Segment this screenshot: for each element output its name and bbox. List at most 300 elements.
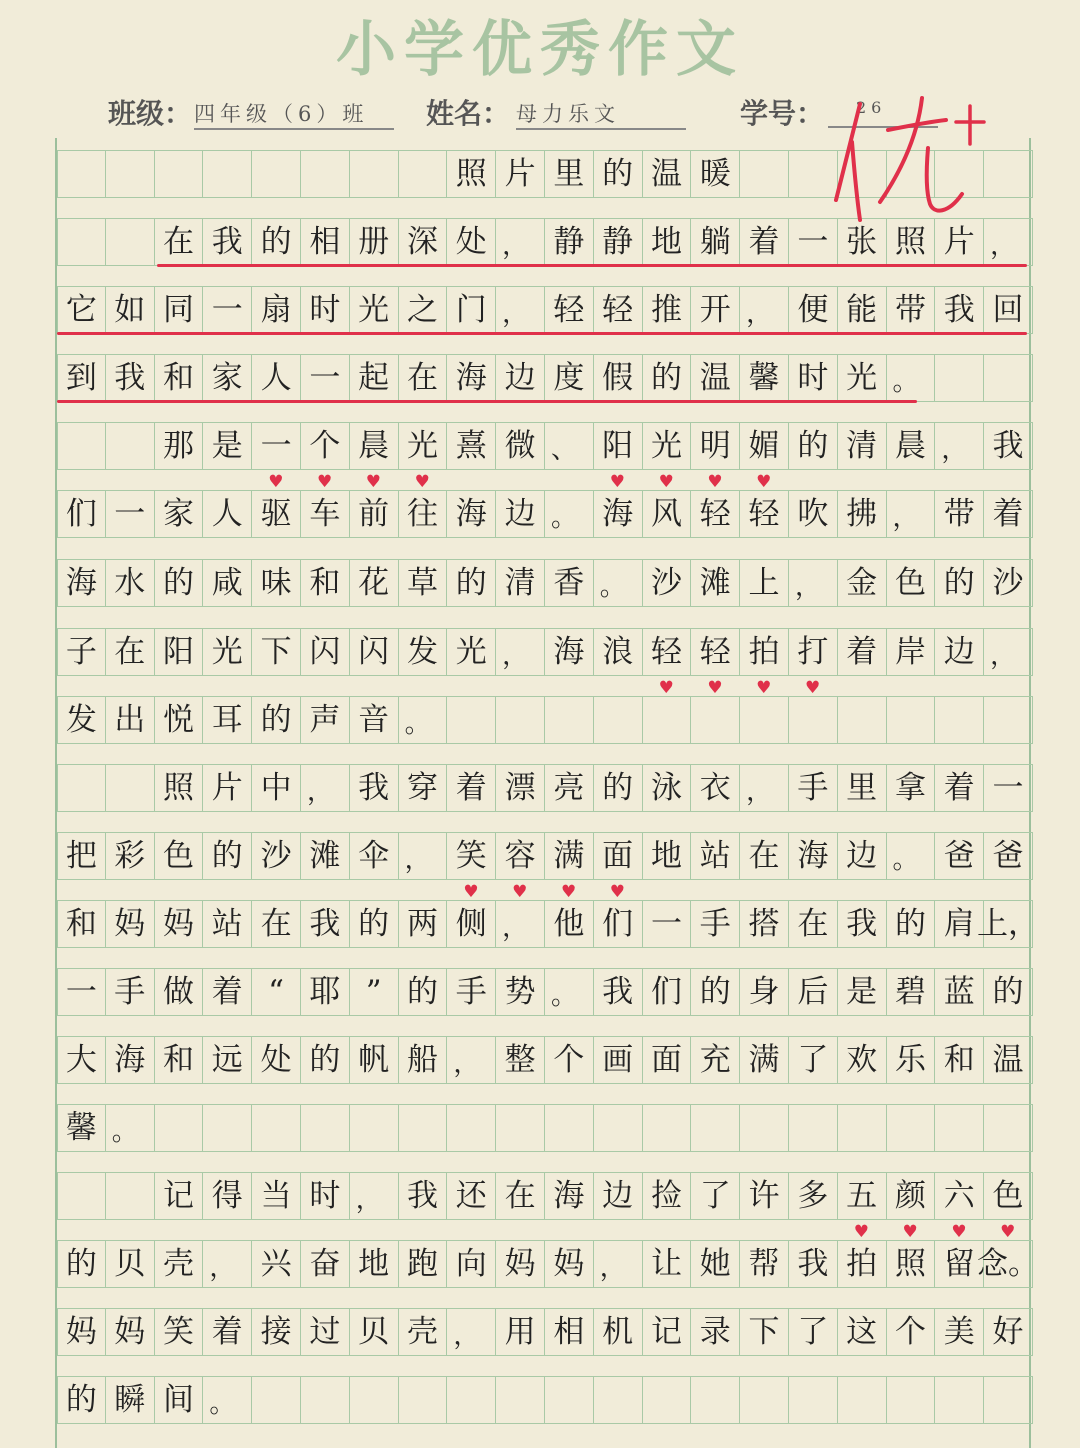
grid-cell: 彩	[106, 832, 155, 880]
grid-cell: 驱	[252, 490, 301, 538]
grid-cell: 度	[545, 354, 594, 402]
grid-cell: 欢	[838, 1036, 887, 1084]
grid-cell: 了	[789, 1308, 838, 1356]
grid-cell: 味	[252, 559, 301, 607]
grid-cell: 沙	[643, 559, 692, 607]
grid-cell: 站	[203, 900, 252, 948]
grid-cell	[301, 1376, 350, 1424]
grid-cell: 妈	[155, 900, 204, 948]
grid-cell: 门	[447, 286, 496, 334]
grid-cell	[984, 354, 1033, 402]
grid-cell: 得	[203, 1172, 252, 1220]
grid-cell: ，	[203, 1240, 252, 1288]
grid-cell: 海	[545, 628, 594, 676]
grid-cell: 发	[399, 628, 448, 676]
grid-cell: 上	[740, 559, 789, 607]
grid-cell: 开	[691, 286, 740, 334]
grid-cell: 轻	[740, 490, 789, 538]
grid-cell: 起	[350, 354, 399, 402]
grid-cell: 一	[984, 764, 1033, 812]
grid-cell: 。	[545, 490, 594, 538]
grid-cell: 留	[935, 1240, 984, 1288]
grid-cell: 照	[155, 764, 204, 812]
grid-cell: ，	[594, 1240, 643, 1288]
grid-cell: ，	[496, 628, 545, 676]
heart-mark-icon: ♥	[609, 882, 626, 902]
grid-cell: 之	[399, 286, 448, 334]
grid-cell: 乐	[887, 1036, 936, 1084]
grid-cell: 海	[545, 1172, 594, 1220]
grid-cell: 清	[496, 559, 545, 607]
grid-cell: 充	[691, 1036, 740, 1084]
grid-cell: ，	[984, 628, 1033, 676]
essay-line	[57, 968, 1033, 1016]
grid-cell: 花	[350, 559, 399, 607]
essay-title-row	[57, 150, 1033, 198]
grid-cell: 壳	[155, 1240, 204, 1288]
grid-cell: 的	[252, 696, 301, 744]
grid-cell: 的	[984, 968, 1033, 1016]
grid-cell: 轻 ♥	[691, 628, 740, 676]
essay-line	[57, 218, 1033, 266]
grid-cell: 一 ♥	[252, 422, 301, 470]
heart-mark-icon: ♥	[316, 472, 333, 492]
grid-cell: 时	[789, 354, 838, 402]
number-label: 学号：	[740, 97, 825, 130]
grid-cell: 了	[691, 1172, 740, 1220]
grid-cell	[155, 150, 204, 198]
grid-cell: 那	[155, 422, 204, 470]
grid-cell: 晨	[887, 422, 936, 470]
grid-cell: 着	[935, 764, 984, 812]
student-info	[108, 88, 1008, 132]
grid-cell: ，	[447, 1308, 496, 1356]
grid-cell: 站	[691, 832, 740, 880]
grid-cell: 船	[399, 1036, 448, 1084]
grid-cell	[838, 1376, 887, 1424]
grid-cell: 的	[935, 559, 984, 607]
grid-cell	[447, 1376, 496, 1424]
grid-cell: 兴	[252, 1240, 301, 1288]
grid-cell: ，	[350, 1172, 399, 1220]
grid-cell: 同	[155, 286, 204, 334]
grid-cell: 的	[399, 968, 448, 1016]
grid-cell: 边	[935, 628, 984, 676]
heart-mark-icon: ♥	[756, 678, 772, 698]
grid-cell	[203, 1104, 252, 1152]
essay-line	[57, 286, 1033, 334]
grid-cell: 了	[789, 1036, 838, 1084]
grid-cell: 吹	[789, 490, 838, 538]
grid-cell: 间	[155, 1376, 204, 1424]
grid-cell	[935, 696, 984, 744]
grid-cell: ，	[496, 286, 545, 334]
grid-cell	[57, 218, 106, 266]
grid-cell: 人	[252, 354, 301, 402]
grid-cell: 阳	[155, 628, 204, 676]
grid-cell: 手	[106, 968, 155, 1016]
grid-cell: 下	[740, 1308, 789, 1356]
grid-cell: 好	[984, 1308, 1033, 1356]
grid-cell: 咸	[203, 559, 252, 607]
grid-cell: 清	[838, 422, 887, 470]
grid-cell	[350, 150, 399, 198]
grid-cell	[789, 1104, 838, 1152]
heart-mark-icon: ♥	[414, 472, 430, 492]
grid-cell: 处	[252, 1036, 301, 1084]
grid-cell: 帆	[350, 1036, 399, 1084]
grid-cell	[350, 1376, 399, 1424]
grid-cell	[984, 1104, 1033, 1152]
grid-cell: 拍	[838, 1240, 887, 1288]
grid-cell: 出	[106, 696, 155, 744]
essay-line	[57, 1104, 1033, 1152]
grid-cell: 轻	[691, 490, 740, 538]
grid-cell	[252, 1376, 301, 1424]
grid-cell	[57, 422, 106, 470]
grid-cell: 滩	[301, 832, 350, 880]
grid-cell: 如	[106, 286, 155, 334]
grid-cell: 漂	[496, 764, 545, 812]
grid-cell: 。	[594, 559, 643, 607]
grid-cell	[643, 1104, 692, 1152]
essay-line	[57, 490, 1033, 538]
grid-cell: 画	[594, 1036, 643, 1084]
grid-cell	[252, 1104, 301, 1152]
grid-cell: 笑	[155, 1308, 204, 1356]
grid-cell: ，	[301, 764, 350, 812]
grid-cell: 微	[496, 422, 545, 470]
grid-cell	[935, 354, 984, 402]
grid-cell: ，	[984, 218, 1033, 266]
essay-line	[57, 422, 1033, 492]
heart-mark-icon: ♥	[463, 882, 479, 902]
essay-line	[57, 354, 1033, 402]
grid-cell	[691, 1104, 740, 1152]
grid-cell: 蓝	[935, 968, 984, 1016]
grid-cell: 和	[935, 1036, 984, 1084]
grid-cell: 车	[301, 490, 350, 538]
grid-cell: 做	[155, 968, 204, 1016]
grid-cell: 册	[350, 218, 399, 266]
grid-cell: 晨 ♥	[350, 422, 399, 470]
grid-cell: 许	[740, 1172, 789, 1220]
grid-cell: 肩	[935, 900, 984, 948]
grid-cell	[106, 150, 155, 198]
grid-cell: 发	[57, 696, 106, 744]
grid-cell: 妈	[545, 1240, 594, 1288]
grid-cell: 扇	[252, 286, 301, 334]
grid-cell: 相	[545, 1308, 594, 1356]
grid-cell: 家	[203, 354, 252, 402]
grid-cell: 。	[887, 832, 936, 880]
grid-cell: 地	[350, 1240, 399, 1288]
grid-cell: 闪	[350, 628, 399, 676]
grid-cell: 海	[447, 354, 496, 402]
grid-cell: 馨	[57, 1104, 106, 1152]
grid-cell: 用	[496, 1308, 545, 1356]
grid-cell: 录	[691, 1308, 740, 1356]
grid-cell: 里	[545, 150, 594, 198]
grid-cell: 往	[399, 490, 448, 538]
grid-cell: 静	[594, 218, 643, 266]
grid-cell: 家	[155, 490, 204, 538]
grid-cell: 暖	[691, 150, 740, 198]
grid-cell: 拿	[887, 764, 936, 812]
grid-cell: 地	[643, 832, 692, 880]
grid-cell: 妈	[57, 1308, 106, 1356]
essay-line	[57, 1036, 1033, 1084]
grid-cell	[838, 1104, 887, 1152]
grid-cell: “	[252, 968, 301, 1016]
grid-cell: 瞬	[106, 1376, 155, 1424]
grid-cell: 搭	[740, 900, 789, 948]
grid-cell: 一	[301, 354, 350, 402]
grid-cell: 一	[57, 968, 106, 1016]
grid-cell: 到	[57, 354, 106, 402]
grid-cell: 面 ♥	[594, 832, 643, 880]
grid-cell: 照	[887, 218, 936, 266]
grid-cell: 地	[643, 218, 692, 266]
grid-cell: 时	[301, 1172, 350, 1220]
grid-cell: 边	[496, 490, 545, 538]
essay-line	[57, 1240, 1040, 1288]
grid-cell: 沙	[252, 832, 301, 880]
grid-cell: 亮	[545, 764, 594, 812]
grid-cell: 妈	[496, 1240, 545, 1288]
essay-line	[57, 1172, 1033, 1242]
grid-cell	[57, 1172, 106, 1220]
grid-cell: 们	[643, 968, 692, 1016]
grid-cell: 浪	[594, 628, 643, 676]
grid-cell: 穿	[399, 764, 448, 812]
grid-cell: 带	[887, 286, 936, 334]
grid-cell: ，	[887, 490, 936, 538]
grid-cell: 子	[57, 628, 106, 676]
grid-cell: 轻	[545, 286, 594, 334]
grid-cell	[984, 1376, 1033, 1424]
grid-cell: 的	[447, 559, 496, 607]
grid-cell	[984, 696, 1033, 744]
grid-cell: 满 ♥	[545, 832, 594, 880]
grid-cell	[106, 1172, 155, 1220]
grid-cell: 是	[838, 968, 887, 1016]
grid-cell	[789, 1376, 838, 1424]
grid-cell: 草	[399, 559, 448, 607]
grid-cell: 边	[496, 354, 545, 402]
grid-cell: 她	[691, 1240, 740, 1288]
grid-cell: 我	[350, 764, 399, 812]
grid-cell: 爸	[984, 832, 1033, 880]
grid-cell	[887, 1376, 936, 1424]
grid-cell: 过	[301, 1308, 350, 1356]
grid-cell: 声	[301, 696, 350, 744]
grid-cell: 里	[838, 764, 887, 812]
grid-cell: 一	[203, 286, 252, 334]
grid-cell: 的	[789, 422, 838, 470]
grid-cell: 在	[789, 900, 838, 948]
grid-cell: 相	[301, 218, 350, 266]
grid-cell: 和	[155, 1036, 204, 1084]
grid-cell: 记	[643, 1308, 692, 1356]
heart-mark-icon: ♥	[756, 472, 772, 492]
grid-cell: 前	[350, 490, 399, 538]
grid-cell: 下	[252, 628, 301, 676]
grid-cell: 推	[643, 286, 692, 334]
grid-cell	[545, 1104, 594, 1152]
grid-cell: 念。	[984, 1240, 1033, 1288]
grid-cell: 的	[155, 559, 204, 607]
grid-cell: 我	[984, 422, 1033, 470]
grid-cell: 音	[350, 696, 399, 744]
grid-cell: 这	[838, 1308, 887, 1356]
essay-line	[57, 832, 1033, 902]
grid-cell: 拂	[838, 490, 887, 538]
grid-cell: 悦	[155, 696, 204, 744]
grid-cell: 当	[252, 1172, 301, 1220]
grid-cell: 海	[447, 490, 496, 538]
essay-line	[57, 696, 1033, 744]
grid-cell: 人	[203, 490, 252, 538]
grid-cell	[740, 696, 789, 744]
grid-cell: 势	[496, 968, 545, 1016]
grid-cell: 伞	[350, 832, 399, 880]
red-underline-mark	[57, 400, 917, 403]
grid-cell: 张	[838, 218, 887, 266]
grid-cell: 在	[399, 354, 448, 402]
grid-cell	[789, 150, 838, 198]
heart-mark-icon: ♥	[609, 472, 626, 492]
grid-cell: 和	[155, 354, 204, 402]
grid-cell	[740, 1104, 789, 1152]
grid-cell	[106, 764, 155, 812]
heart-mark-icon: ♥	[902, 1222, 918, 1242]
grid-cell	[935, 1104, 984, 1152]
grid-cell: 我	[203, 218, 252, 266]
grid-cell: 边	[838, 832, 887, 880]
heart-mark-icon: ♥	[658, 678, 674, 698]
grid-cell	[887, 1104, 936, 1152]
grid-cell: 记	[155, 1172, 204, 1220]
grid-cell: 把	[57, 832, 106, 880]
grid-cell: 个	[887, 1308, 936, 1356]
grid-cell: 着	[203, 968, 252, 1016]
grid-cell: 金	[838, 559, 887, 607]
grid-cell: 手	[691, 900, 740, 948]
essay-line	[57, 764, 1033, 812]
grid-cell: 多	[789, 1172, 838, 1220]
grid-cell: 处	[447, 218, 496, 266]
grid-cell: 一	[643, 900, 692, 948]
grid-cell: ，	[789, 559, 838, 607]
grid-cell: 我	[106, 354, 155, 402]
grid-cell: 我	[399, 1172, 448, 1220]
heart-mark-icon: ♥	[512, 882, 528, 902]
grid-cell: 是	[203, 422, 252, 470]
grid-cell: 回	[984, 286, 1033, 334]
grid-cell: 滩	[691, 559, 740, 607]
grid-cell	[740, 1376, 789, 1424]
grid-cell: 奋	[301, 1240, 350, 1288]
grid-cell: 温	[691, 354, 740, 402]
grid-cell: 的	[887, 900, 936, 948]
grid-cell: 手	[447, 968, 496, 1016]
grid-cell: 的	[350, 900, 399, 948]
grid-cell: 他	[545, 900, 594, 948]
grid-cell: 还	[447, 1172, 496, 1220]
grid-cell: 向	[447, 1240, 496, 1288]
grid-cell: 温	[643, 150, 692, 198]
grid-cell: 。	[106, 1104, 155, 1152]
grid-cell	[252, 150, 301, 198]
grid-cell: 岸	[887, 628, 936, 676]
grid-cell	[935, 1376, 984, 1424]
grid-cell	[203, 150, 252, 198]
grid-cell: 们	[594, 900, 643, 948]
grid-cell: 妈	[106, 900, 155, 948]
grid-cell	[57, 764, 106, 812]
grid-cell: 边	[594, 1172, 643, 1220]
heart-mark-icon: ♥	[268, 472, 284, 492]
grid-cell	[399, 1104, 448, 1152]
grid-cell: 光	[203, 628, 252, 676]
grid-cell: 我	[789, 1240, 838, 1288]
grid-cell: 泳	[643, 764, 692, 812]
grid-cell: 的	[203, 832, 252, 880]
grid-cell: 照	[887, 1240, 936, 1288]
grid-cell: 温	[984, 1036, 1033, 1084]
grid-cell: 在	[496, 1172, 545, 1220]
grid-cell: 的	[301, 1036, 350, 1084]
grid-cell	[594, 1104, 643, 1152]
essay-line	[57, 559, 1033, 607]
grid-cell: 打 ♥	[789, 628, 838, 676]
grid-cell: 在	[252, 900, 301, 948]
grid-cell	[643, 1376, 692, 1424]
grid-cell: 大	[57, 1036, 106, 1084]
grid-cell: 帮	[740, 1240, 789, 1288]
grid-cell: 光	[447, 628, 496, 676]
grid-cell	[57, 150, 106, 198]
grid-cell	[838, 150, 887, 198]
class-label: 班级：	[108, 97, 193, 130]
grid-cell: 妈	[106, 1308, 155, 1356]
grid-cell: 光	[838, 354, 887, 402]
grid-cell: 中	[252, 764, 301, 812]
grid-cell: 着	[740, 218, 789, 266]
grid-cell: 上，	[984, 900, 1033, 948]
grid-cell: 着	[447, 764, 496, 812]
heart-mark-icon: ♥	[853, 1222, 869, 1242]
grid-cell: 闪	[301, 628, 350, 676]
grid-cell	[887, 696, 936, 744]
grid-cell: 个	[545, 1036, 594, 1084]
grid-cell: 的	[594, 764, 643, 812]
grid-cell: 时	[301, 286, 350, 334]
grid-cell: 们	[57, 490, 106, 538]
grid-cell: 让	[643, 1240, 692, 1288]
grid-cell	[496, 1376, 545, 1424]
grid-cell: 水	[106, 559, 155, 607]
grid-cell	[399, 150, 448, 198]
grid-cell: 静	[545, 218, 594, 266]
grid-cell	[838, 696, 887, 744]
grid-cell: 馨	[740, 354, 789, 402]
heart-mark-icon: ♥	[658, 472, 674, 492]
grid-cell: 整	[496, 1036, 545, 1084]
page-title: 小学优秀作文	[336, 15, 744, 85]
grid-cell	[691, 1376, 740, 1424]
